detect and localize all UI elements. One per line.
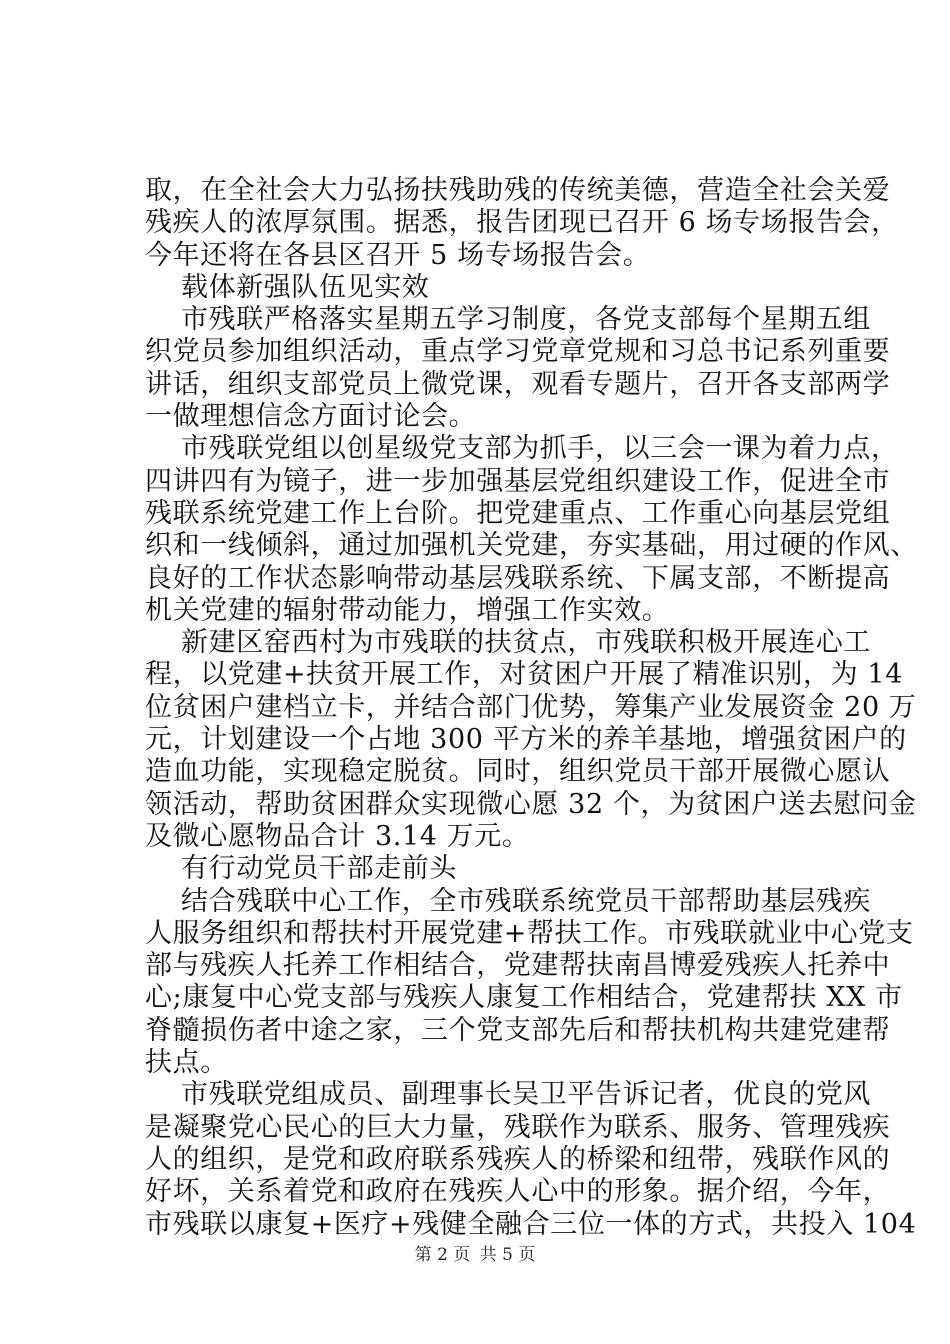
text-line: 讲话，组织支部党员上微党课，观看专题片，召开各支部两学 (145, 368, 891, 400)
text-line: 市残联以康复+医疗+残健全融合三位一体的方式，共投入 104 (145, 1208, 917, 1240)
text-line: 织和一线倾斜，通过加强机关党建，夯实基础，用过硬的作风、 (145, 530, 918, 562)
text-line: 元，计划建设一个占地 300 平方米的养羊基地，增强贫困户的 (145, 724, 907, 756)
text-line: 一做理想信念方面讨论会。 (145, 401, 477, 433)
text-line: 今年还将在各县区召开 5 场专场报告会。 (145, 239, 651, 271)
text-line: 残联系统党建工作上台阶。把党建重点、工作重心向基层党组 (145, 497, 891, 529)
text-line: 造血功能，实现稳定脱贫。同时，组织党员干部开展微心愿认 (145, 756, 891, 788)
text-line: 部与残疾人托养工作相结合，党建帮扶南昌博爱残疾人托养中 (145, 950, 891, 982)
text-line: 脊髓损伤者中途之家，三个党支部先后和帮扶机构共建党建帮 (145, 1014, 891, 1046)
page-footer (0, 1240, 950, 1265)
page-number: 第 2 页 (414, 1245, 471, 1265)
text-line: 机关党建的辐射带动能力，增强工作实效。 (145, 594, 670, 626)
text-line: 好坏，关系着党和政府在残疾人心中的形象。据介绍，今年， (145, 1176, 891, 1208)
body-text (145, 175, 918, 1241)
text-line: 人服务组织和帮扶村开展党建+帮扶工作。市残联就业中心党支 (145, 917, 914, 949)
text-line: 取，在全社会大力弘扬扶残助残的传统美德，营造全社会关爱 (145, 175, 891, 206)
text-line: 人的组织，是党和政府联系残疾人的桥梁和纽带，残联作风的 (145, 1143, 891, 1175)
text-line: 及微心愿物品合计 3.14 万元。 (145, 820, 530, 852)
text-line: 是凝聚党心民心的巨大力量，残联作为联系、服务、管理残疾 (145, 1111, 891, 1143)
text-line: 良好的工作状态影响带动基层残联系统、下属支部，不断提高 (145, 562, 891, 594)
text-line: 市残联党组以创星级党支部为抓手，以三会一课为着力点， (181, 433, 899, 465)
page-total: 共 5 页 (479, 1245, 536, 1265)
text-line: 市残联党组成员、副理事长吴卫平告诉记者，优良的党风 (181, 1079, 871, 1111)
text-line: 心;康复中心党支部与残疾人康复工作相结合，党建帮扶 XX 市 (145, 982, 903, 1014)
text-line: 织党员参加组织活动，重点学习党章党规和习总书记系列重要 (145, 336, 891, 368)
text-line: 市残联严格落实星期五学习制度，各党支部每个星期五组 (181, 304, 871, 336)
text-line: 程，以党建+扶贫开展工作，对贫困户开展了精准识别，为 14 (145, 659, 903, 691)
text-line: 扶点。 (145, 1047, 228, 1079)
text-line: 新建区窑西村为市残联的扶贫点，市残联积极开展连心工 (181, 627, 871, 659)
text-line: 位贫困户建档立卡，并结合部门优势，筹集产业发展资金 20 万 (145, 691, 917, 723)
text-line: 残疾人的浓厚氛围。据悉，报告团现已召开 6 场专场报告会， (145, 207, 899, 239)
text-line: 有行动党员干部走前头 (181, 853, 457, 885)
text-line: 载体新强队伍见实效 (181, 271, 430, 303)
text-line: 四讲四有为镜子，进一步加强基层党组织建设工作，促进全市 (145, 465, 891, 497)
text-line: 领活动，帮助贫困群众实现微心愿 32 个，为贫困户送去慰问金 (145, 788, 917, 820)
text-line: 结合残联中心工作，全市残联系统党员干部帮助基层残疾 (181, 885, 871, 917)
